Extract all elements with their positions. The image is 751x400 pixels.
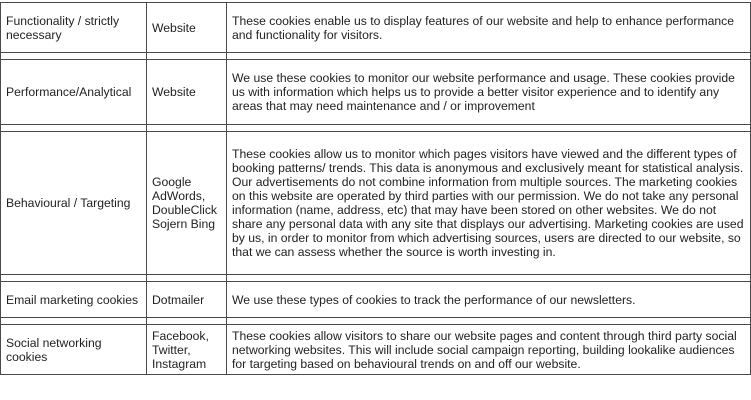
description-cell: These cookies allow visitors to share our website pages and content through third party social networking websites. This will include social campaign reporting, building lookalike audiences for targeting based on behavioural trends on and off our website. (227, 325, 751, 375)
category-cell: Social networking cookies (1, 325, 147, 375)
category-cell: Functionality / strictly necessary (1, 3, 147, 53)
spacer-row (1, 53, 751, 60)
table-row (1, 60, 751, 125)
spacer-row (1, 125, 751, 132)
description-cell: We use these types of cookies to track the performance of our newsletters. (227, 282, 751, 318)
provider-cell: Google AdWords, DoubleClick Sojern Bing (147, 132, 227, 275)
category-cell: Email marketing cookies (1, 282, 147, 318)
provider-cell: Website (147, 60, 227, 125)
table-row (1, 325, 751, 375)
table-row (1, 132, 751, 275)
table-row (1, 3, 751, 53)
spacer-row (1, 275, 751, 282)
provider-cell: Website (147, 3, 227, 53)
provider-cell: Dotmailer (147, 282, 227, 318)
spacer-row (1, 318, 751, 325)
description-cell: These cookies allow us to monitor which pages visitors have viewed and the different types of booking patterns/ trends. This data is anonymous and exclusively meant for statistical analysis. Our advertisements do not combine information from multiple sources. The marketing cookies on this website are operated by third parties with our permission. We do not take any personal information (name, address, etc) that may have been stored on other websites. We do not share any personal data with any site that displays our advertising. Marketing cookies are used by us, in order to monitor from which advertising sources, users are directed to our website, so that we can assess whether the source is worth investing in. (227, 132, 751, 275)
description-cell: We use these cookies to monitor our website performance and usage. These cookies provide us with information which helps us to provide a better visitor experience and to identify any areas that may need maintenance and / or improvement (227, 60, 751, 125)
provider-cell: Facebook, Twitter, Instagram (147, 325, 227, 375)
category-cell: Performance/Analytical (1, 60, 147, 125)
description-cell: These cookies enable us to display features of our website and help to enhance performance and functionality for visitors. (227, 3, 751, 53)
cookie-table (0, 2, 751, 375)
table-row (1, 282, 751, 318)
category-cell: Behavioural / Targeting (1, 132, 147, 275)
